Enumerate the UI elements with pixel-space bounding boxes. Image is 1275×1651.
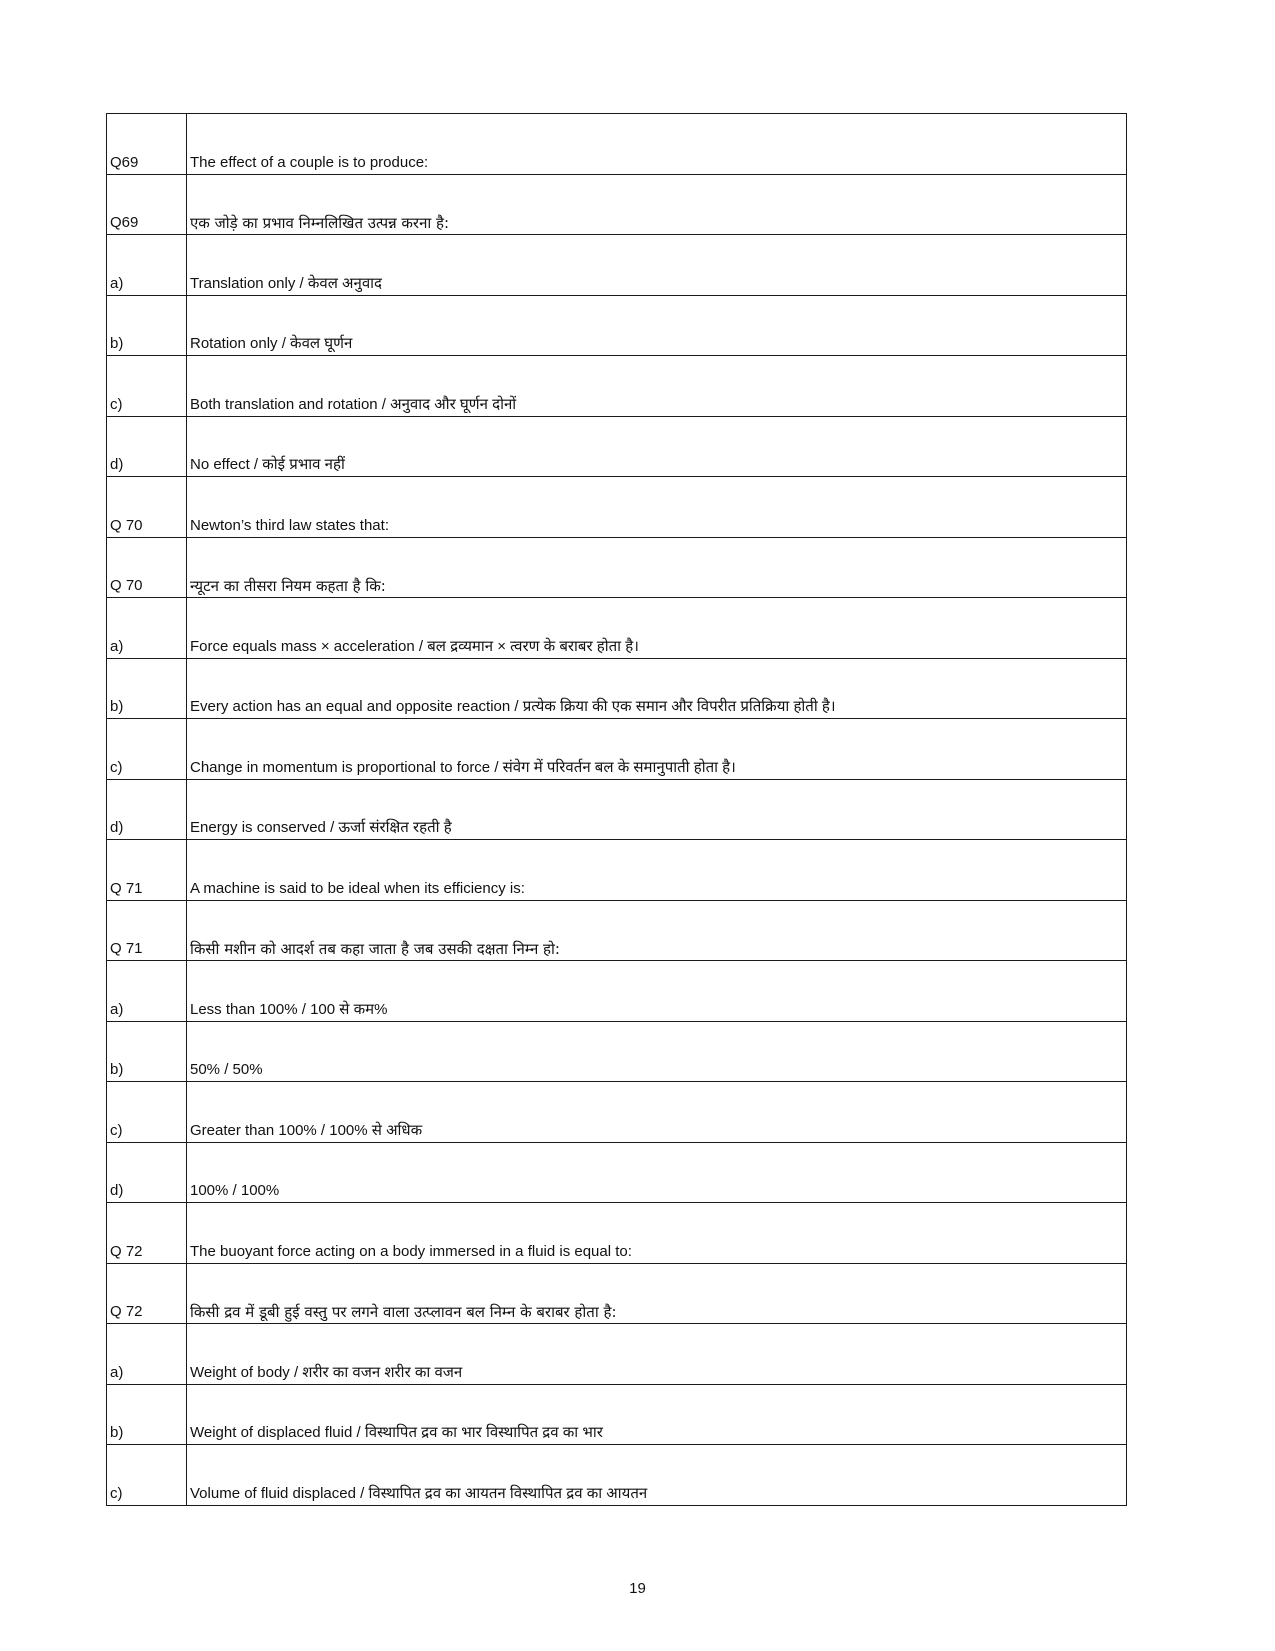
question-row-hindi xyxy=(107,174,1127,235)
option-text: Greater than 100% / 100% से अधिक xyxy=(187,1082,1127,1143)
option-text: Weight of body / शरीर का वजन शरीर का वजन xyxy=(187,1324,1127,1385)
option-text: Translation only / केवल अनुवाद xyxy=(187,235,1127,296)
row-label: Q 72 xyxy=(107,1203,187,1264)
option-label: c) xyxy=(107,719,187,780)
option-text: Volume of fluid displaced / विस्थापित द्रव का आयतन विस्थापित द्रव का आयतन xyxy=(187,1445,1127,1506)
option-label: c) xyxy=(107,1445,187,1506)
option-label: b) xyxy=(107,295,187,356)
question-text: A machine is said to be ideal when its efficiency is: xyxy=(187,840,1127,901)
option-text: Force equals mass × acceleration / बल द्रव्यमान × त्वरण के बराबर होता है। xyxy=(187,598,1127,659)
option-row xyxy=(107,295,1127,356)
option-row xyxy=(107,1021,1127,1082)
question-row xyxy=(107,114,1127,175)
option-label: d) xyxy=(107,1142,187,1203)
option-row xyxy=(107,1445,1127,1506)
question-table xyxy=(106,113,1127,1506)
question-text: Newton’s third law states that: xyxy=(187,477,1127,538)
option-text: 100% / 100% xyxy=(187,1142,1127,1203)
question-text-hindi: किसी मशीन को आदर्श तब कहा जाता है जब उसकी दक्षता निम्न हो: xyxy=(187,900,1127,961)
option-text: Both translation and rotation / अनुवाद और घूर्णन दोनों xyxy=(187,356,1127,417)
option-row xyxy=(107,1384,1127,1445)
option-row xyxy=(107,719,1127,780)
option-row xyxy=(107,356,1127,417)
question-text: The buoyant force acting on a body immersed in a fluid is equal to: xyxy=(187,1203,1127,1264)
option-label: d) xyxy=(107,779,187,840)
question-row-hindi xyxy=(107,900,1127,961)
option-label: a) xyxy=(107,598,187,659)
question-text-hindi: न्यूटन का तीसरा नियम कहता है कि: xyxy=(187,537,1127,598)
question-row-hindi xyxy=(107,537,1127,598)
option-label: a) xyxy=(107,235,187,296)
option-row xyxy=(107,1082,1127,1143)
option-row xyxy=(107,598,1127,659)
option-text: Less than 100% / 100 से कम% xyxy=(187,961,1127,1022)
page-number: 19 xyxy=(629,1580,646,1597)
row-label: Q 70 xyxy=(107,477,187,538)
option-text: Rotation only / केवल घूर्णन xyxy=(187,295,1127,356)
option-text: Change in momentum is proportional to force / संवेग में परिवर्तन बल के समानुपाती होता है। xyxy=(187,719,1127,780)
question-row xyxy=(107,477,1127,538)
option-text: No effect / कोई प्रभाव नहीं xyxy=(187,416,1127,477)
option-row xyxy=(107,1324,1127,1385)
option-row xyxy=(107,416,1127,477)
option-text: 50% / 50% xyxy=(187,1021,1127,1082)
option-label: b) xyxy=(107,1021,187,1082)
option-row xyxy=(107,961,1127,1022)
question-row xyxy=(107,1203,1127,1264)
option-label: a) xyxy=(107,1324,187,1385)
row-label: Q 71 xyxy=(107,900,187,961)
row-label: Q 70 xyxy=(107,537,187,598)
row-label: Q 72 xyxy=(107,1263,187,1324)
question-text: The effect of a couple is to produce: xyxy=(187,114,1127,175)
option-row xyxy=(107,235,1127,296)
option-label: a) xyxy=(107,961,187,1022)
question-row xyxy=(107,840,1127,901)
option-row xyxy=(107,1142,1127,1203)
option-text: Weight of displaced fluid / विस्थापित द्रव का भार विस्थापित द्रव का भार xyxy=(187,1384,1127,1445)
option-label: b) xyxy=(107,658,187,719)
option-text: Energy is conserved / ऊर्जा संरक्षित रहती है xyxy=(187,779,1127,840)
question-text-hindi: किसी द्रव में डूबी हुई वस्तु पर लगने वाला उत्प्लावन बल निम्न के बराबर होता है: xyxy=(187,1263,1127,1324)
question-text-hindi: एक जोड़े का प्रभाव निम्नलिखित उत्पन्न करना है: xyxy=(187,174,1127,235)
row-label: Q 71 xyxy=(107,840,187,901)
option-label: b) xyxy=(107,1384,187,1445)
option-row xyxy=(107,658,1127,719)
row-label: Q69 xyxy=(107,174,187,235)
option-label: d) xyxy=(107,416,187,477)
option-row xyxy=(107,779,1127,840)
question-row-hindi xyxy=(107,1263,1127,1324)
option-label: c) xyxy=(107,1082,187,1143)
row-label: Q69 xyxy=(107,114,187,175)
option-text: Every action has an equal and opposite reaction / प्रत्येक क्रिया की एक समान और विपरीत प्रतिक्रिया होती है। xyxy=(187,658,1127,719)
option-label: c) xyxy=(107,356,187,417)
